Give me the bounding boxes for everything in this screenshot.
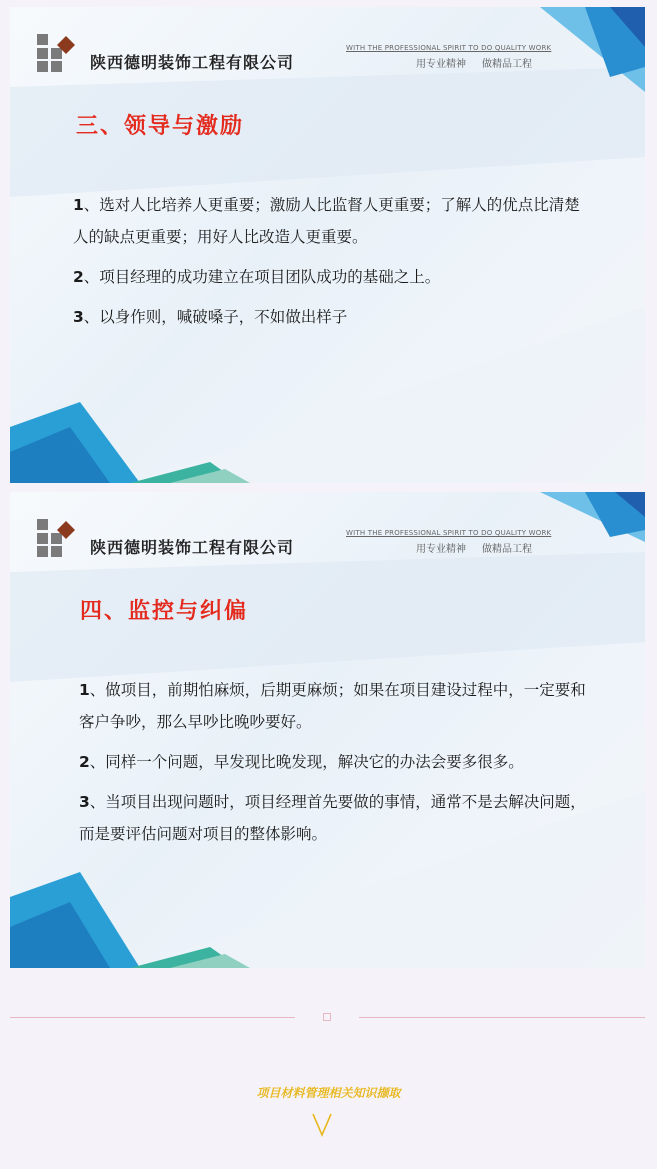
divider-left — [10, 1017, 295, 1018]
company-name: 陕西德明装饰工程有限公司 — [90, 538, 295, 557]
slogan-cn-part-2: 做精品工程 — [482, 59, 532, 70]
point-text: 、做项目，前期怕麻烦，后期更麻烦；如果在项目建设过程中，一定要和客户争吵，那么早吵比晚吵要好。 — [79, 681, 586, 731]
slogan-english: WITH THE PROFESSIONAL SPIRIT TO DO QUALITY WORK — [346, 44, 552, 52]
point-number: 3 — [73, 308, 84, 326]
point-list — [73, 189, 593, 341]
point-number: 2 — [79, 753, 90, 771]
slogan-chinese — [416, 540, 532, 555]
company-logo — [37, 34, 79, 72]
point-number: 1 — [73, 196, 84, 214]
point-number: 3 — [79, 793, 90, 811]
point-item — [79, 746, 599, 778]
slide-leadership — [10, 7, 645, 483]
point-text: 、选对人比培养人更重要；激励人比监督人更重要；了解人的优点比清楚人的缺点更重要；用好人比改造人更重要。 — [73, 196, 580, 246]
company-name: 陕西德明装饰工程有限公司 — [90, 53, 295, 72]
point-item — [79, 674, 599, 738]
slide-title: 三、领导与激励 — [76, 113, 245, 139]
point-number: 1 — [79, 681, 90, 699]
slogan-cn-part-1: 用专业精神 — [416, 59, 466, 70]
point-item — [79, 786, 599, 850]
point-text: 、以身作则，喊破嗓子，不如做出样子 — [83, 308, 348, 326]
next-article-link[interactable]: 项目材料管理相关知识撷取 — [256, 1086, 401, 1100]
slogan-chinese — [416, 55, 532, 70]
point-item — [73, 189, 593, 253]
slide-title: 四、监控与纠偏 — [80, 598, 249, 624]
point-item — [73, 301, 593, 333]
point-number: 2 — [73, 268, 84, 286]
divider-ornament — [323, 1013, 331, 1021]
point-text: 、当项目出现问题时，项目经理首先要做的事情，通常不是去解决问题，而是要评估问题对项目的整体影响。 — [79, 793, 586, 843]
slide-monitoring — [10, 492, 645, 968]
point-text: 、同样一个问题，早发现比晚发现，解决它的办法会要多很多。 — [89, 753, 524, 771]
point-item — [73, 261, 593, 293]
slogan-cn-part-1: 用专业精神 — [416, 544, 466, 555]
slogan-english: WITH THE PROFESSIONAL SPIRIT TO DO QUALITY WORK — [346, 529, 552, 537]
company-logo — [37, 519, 79, 557]
point-text: 、项目经理的成功建立在项目团队成功的基础之上。 — [83, 268, 441, 286]
divider-right — [359, 1017, 645, 1018]
chevron-down-icon[interactable] — [311, 1112, 333, 1138]
slogan-cn-part-2: 做精品工程 — [482, 544, 532, 555]
point-list — [79, 674, 599, 858]
